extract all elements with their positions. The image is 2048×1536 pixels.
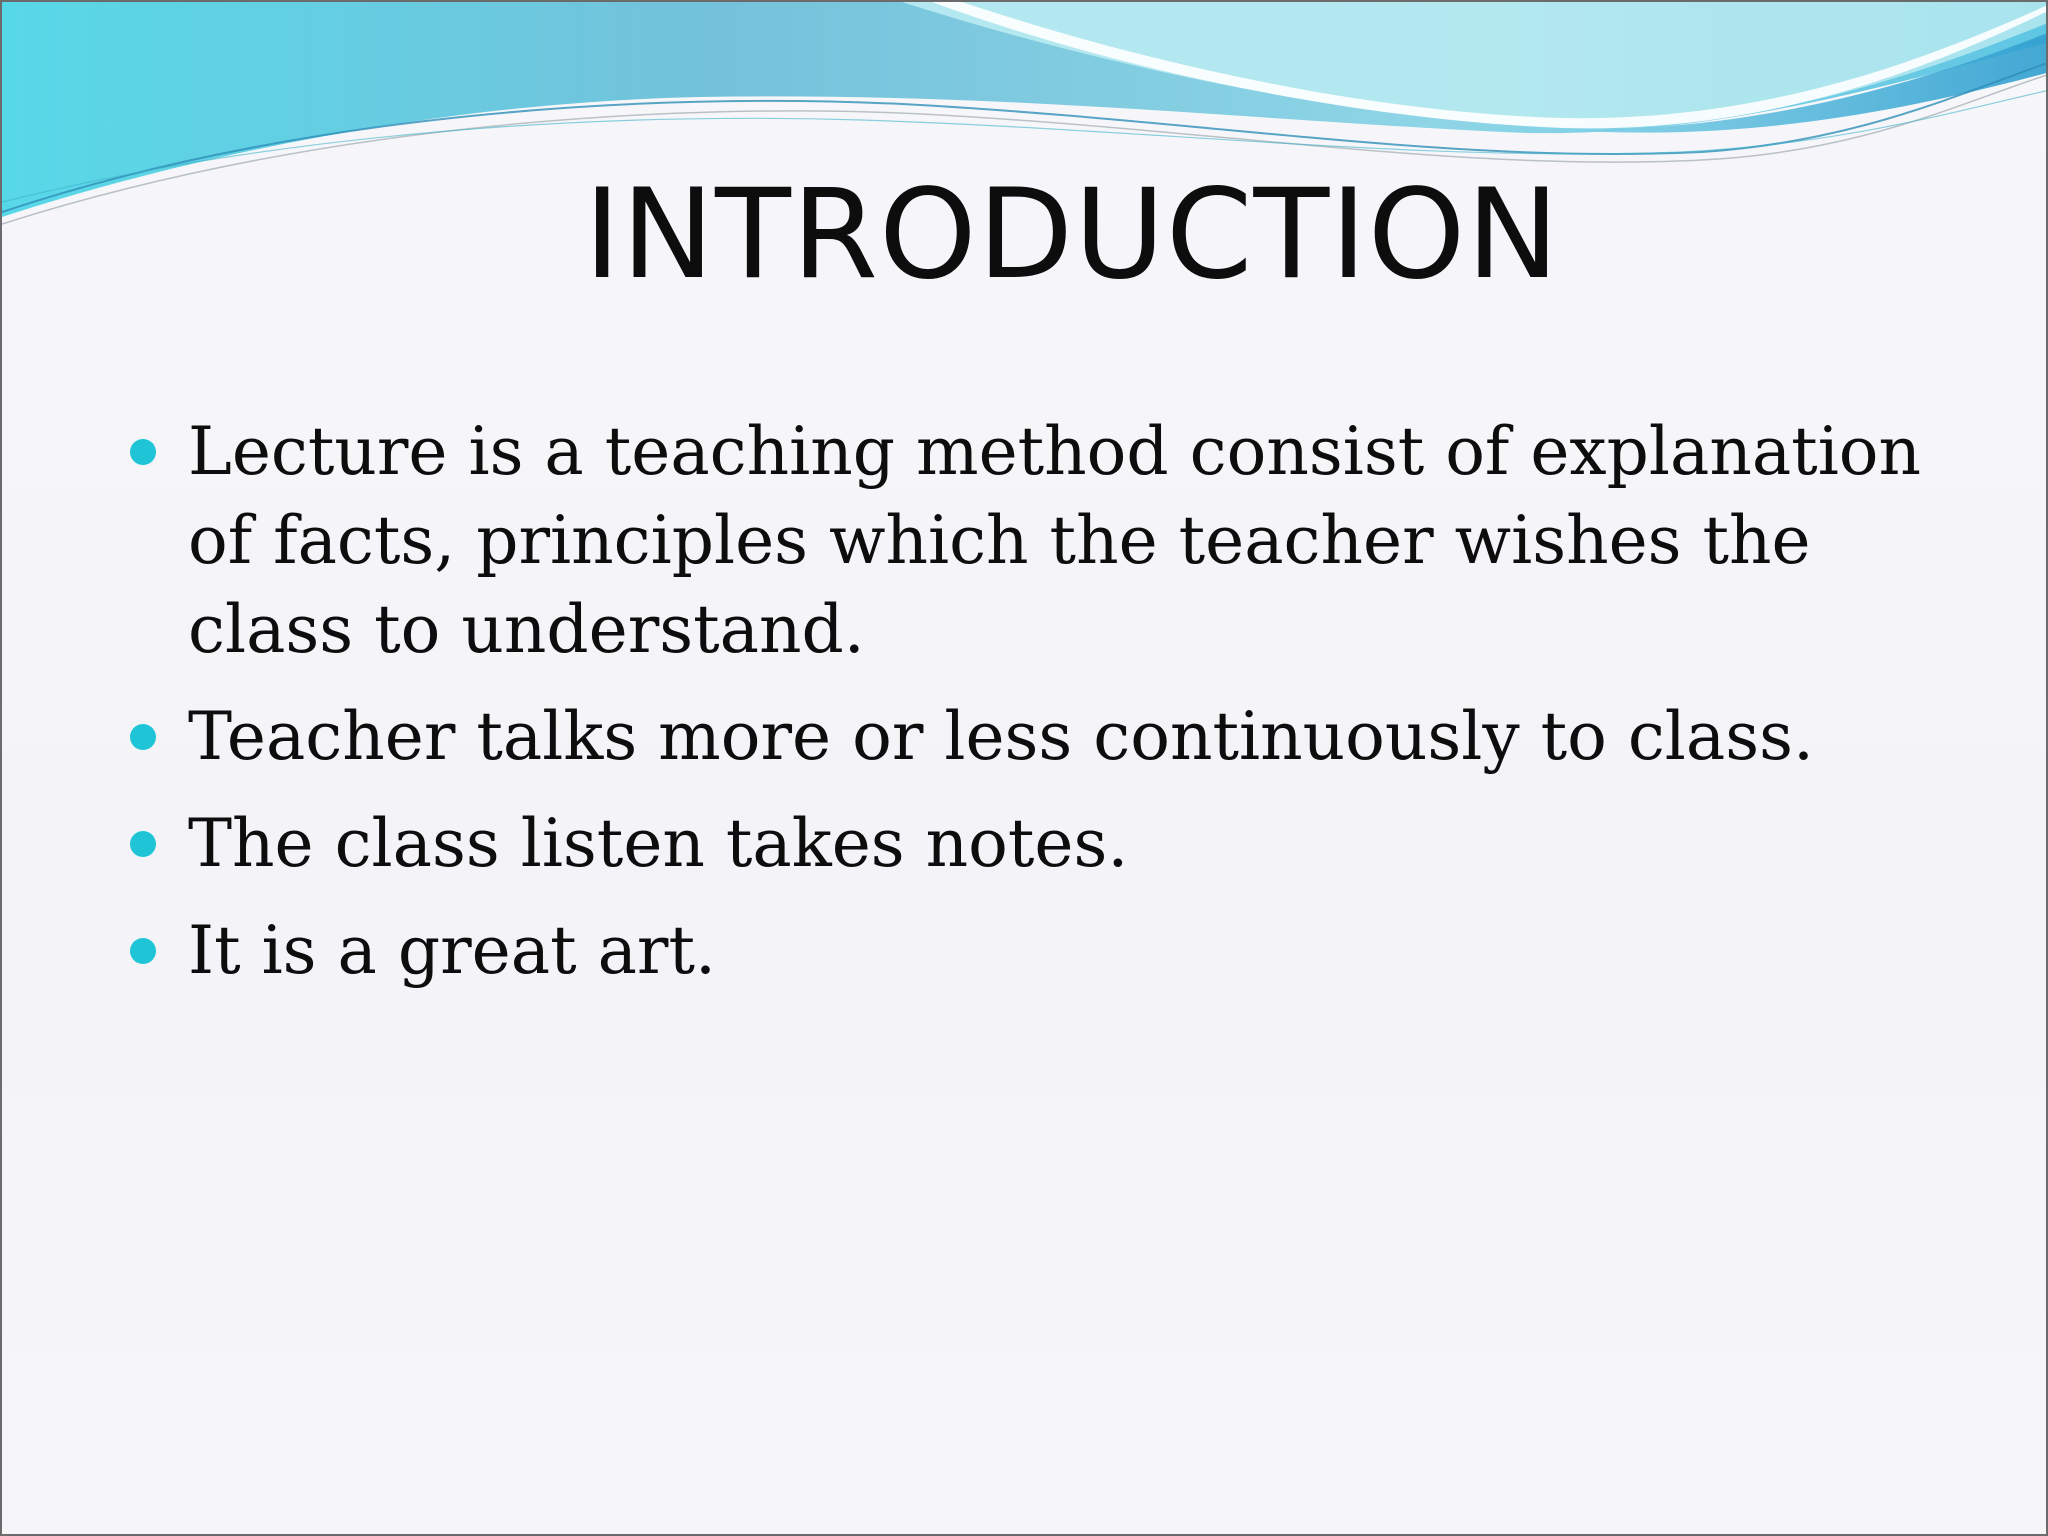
filled-circle-bullet-icon [130, 439, 156, 465]
bullet-item [130, 407, 1950, 674]
bullet-item [130, 799, 1950, 888]
filled-circle-bullet-icon [130, 938, 156, 964]
bullet-list [130, 407, 1950, 1013]
bullet-text: Lecture is a teaching method consist of explanation of facts, principles which the teacher wishes the class to understand. [188, 413, 1922, 668]
bullet-text: It is a great art. [188, 912, 716, 989]
slide-title: INTRODUCTION [583, 163, 1561, 307]
filled-circle-bullet-icon [130, 724, 156, 750]
bullet-text: The class listen takes notes. [188, 805, 1129, 882]
filled-circle-bullet-icon [130, 831, 156, 857]
bullet-item [130, 906, 1950, 995]
bullet-text: Teacher talks more or less continuously to class. [188, 698, 1814, 775]
bullet-item [130, 692, 1950, 781]
